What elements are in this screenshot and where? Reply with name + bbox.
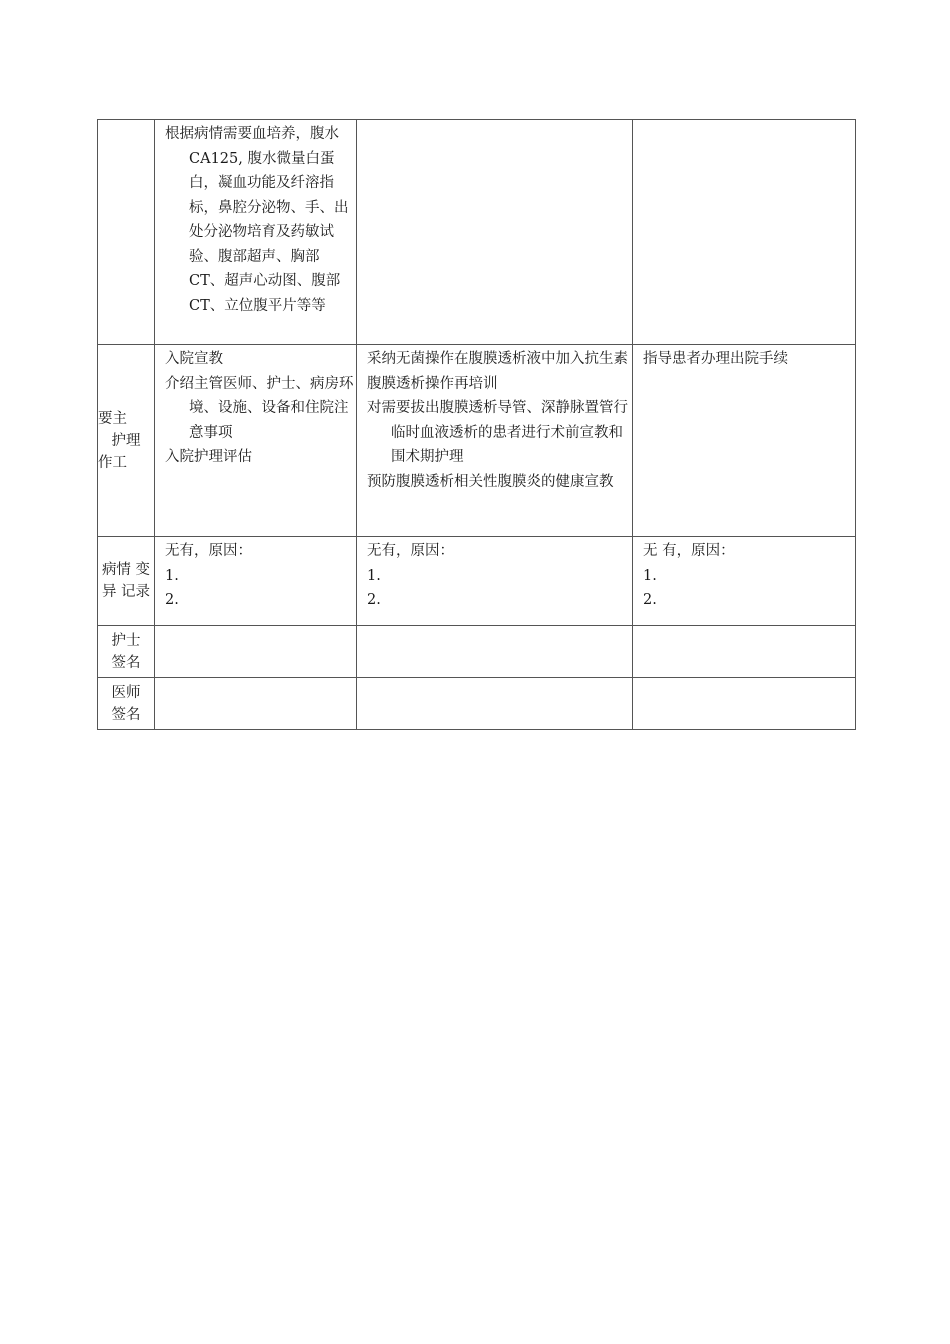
nursing-col3-cell [633, 345, 856, 537]
doctor-sign-row [98, 678, 856, 730]
variation-item: 1. [367, 567, 381, 584]
list-item: 对需要拔出腹膜透析导管、深静脉置管行临时血液透析的患者进行术前宣教和围术期护理 [367, 400, 628, 465]
variation-item: 1. [165, 567, 179, 584]
nurse-sign-header-line: 签名 [111, 654, 141, 671]
nurse-sign-row [98, 626, 856, 678]
variation-item: 1. [643, 567, 657, 584]
doctor-sign-col1-field[interactable] [155, 678, 357, 730]
nursing-header-line: 要主 [98, 410, 127, 427]
list-item: 采纳无菌操作在腹膜透析液中加入抗生素 [367, 351, 628, 367]
variation-item: 2. [643, 592, 657, 608]
variation-header-line: 异 记录 [101, 584, 151, 600]
doctor-sign-header [98, 678, 155, 730]
nursing-row-header [98, 345, 155, 537]
variation-item: 2. [165, 592, 179, 608]
exam-row-header [98, 120, 155, 345]
list-item: 介绍主管医师、护士、病房环境、设施、设备和住院注意事项 [165, 375, 354, 441]
variation-header-line: 病情 变 [101, 562, 151, 578]
list-item: 预防腹膜透析相关性腹膜炎的健康宣教 [367, 473, 614, 490]
variation-label: 无有，原因： [367, 543, 454, 559]
exam-items-text: 根据病情需要血培养，腹水 CA125, 腹水微量白蛋白，凝血功能及纤溶指标，鼻腔分泌物、手、出处分泌物培育及药敏试验、腹部超声、胸部 CT、超声心动图、腹部CT、立位腹平片等等 [165, 126, 349, 314]
nurse-sign-header-line: 护士 [111, 632, 141, 649]
variation-row [98, 537, 856, 626]
nurse-sign-col2-field[interactable] [357, 626, 633, 678]
nursing-header-line: 护理 [111, 432, 141, 449]
doctor-sign-col3-field[interactable] [633, 678, 856, 730]
doctor-sign-header-line: 医师 [111, 684, 141, 701]
variation-col2-cell [357, 537, 633, 626]
nursing-row [98, 345, 856, 537]
variation-label: 无有，原因： [165, 543, 252, 559]
clinical-pathway-table [97, 119, 856, 730]
variation-col3-cell [633, 537, 856, 626]
nurse-sign-col1-field[interactable] [155, 626, 357, 678]
nursing-col1-cell [155, 345, 357, 537]
exam-col2-cell [357, 120, 633, 345]
list-item: 腹膜透析操作再培训 [367, 375, 498, 392]
variation-col1-cell [155, 537, 357, 626]
nurse-sign-header [98, 626, 155, 678]
exam-col3-cell [633, 120, 856, 345]
variation-label: 无 有，原因： [643, 543, 735, 559]
doctor-sign-col2-field[interactable] [357, 678, 633, 730]
nursing-col2-cell [357, 345, 633, 537]
variation-row-header [98, 537, 155, 626]
nursing-header-line: 作工 [98, 454, 127, 471]
list-item: 指导患者办理出院手续 [643, 351, 788, 367]
doctor-sign-header-line: 签名 [111, 706, 141, 723]
exam-row [98, 120, 856, 345]
variation-item: 2. [367, 592, 381, 608]
nurse-sign-col3-field[interactable] [633, 626, 856, 678]
list-item: 入院护理评估 [165, 449, 252, 465]
exam-col1-cell [155, 120, 357, 345]
list-item: 入院宣教 [165, 351, 223, 367]
